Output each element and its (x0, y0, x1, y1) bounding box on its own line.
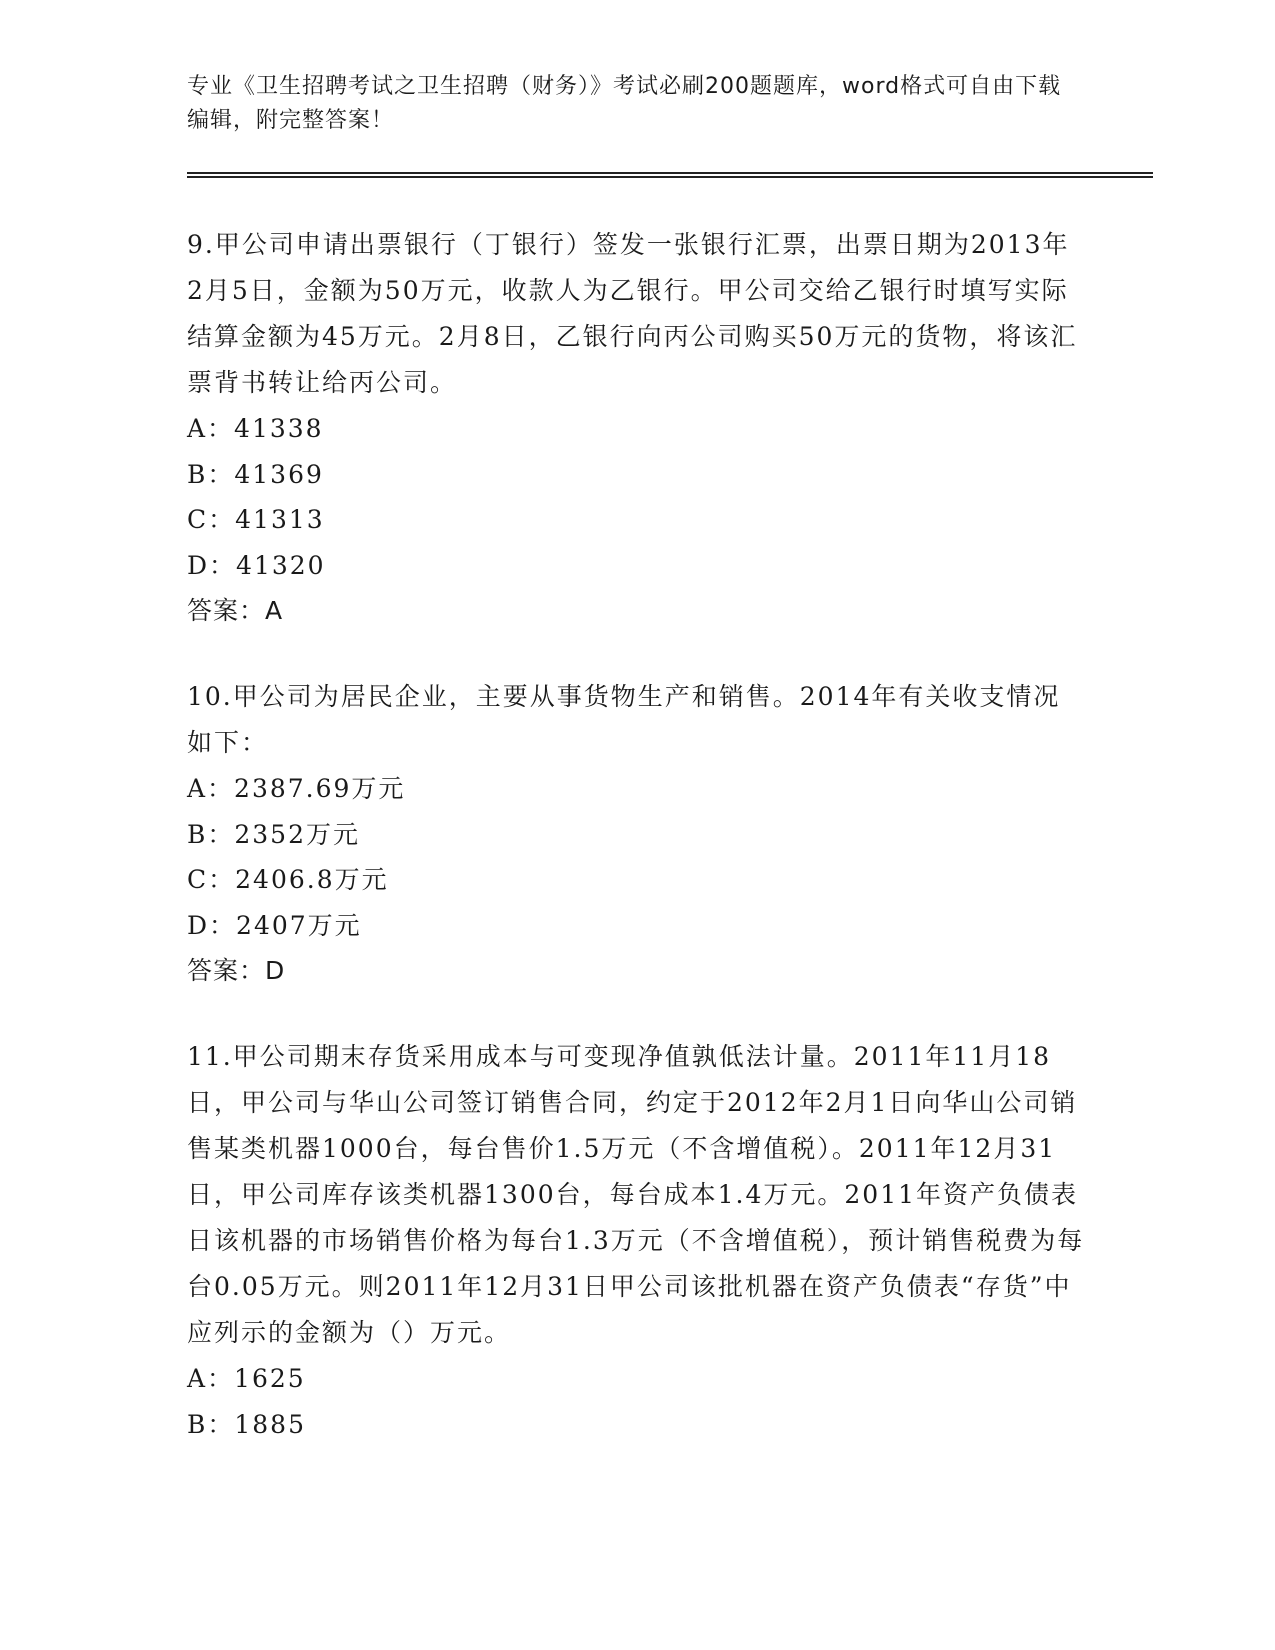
option-c: C：41313 (187, 505, 325, 534)
option-b: B：2352万元 (187, 819, 360, 849)
option-a: A：41338 (187, 414, 324, 443)
option-c: C：2406.8万元 (187, 865, 389, 894)
option-a: A：2387.69万元 (187, 774, 406, 803)
question-list (187, 222, 1157, 1447)
header-divider (187, 172, 1153, 178)
option-b: B：1885 (187, 1409, 306, 1439)
option-d: D：2407万元 (187, 910, 362, 940)
option-b: B：41369 (187, 459, 324, 489)
answer-line: 答案：D (187, 956, 286, 985)
question-11 (187, 1034, 1157, 1447)
option-a: A：1625 (187, 1364, 306, 1393)
question-9 (187, 222, 1157, 634)
document-header: 专业《卫生招聘考试之卫生招聘（财务）》考试必刷200题题库，word格式可自由下载编辑，附完整答案！ (187, 74, 1062, 133)
answer-line: 答案：A (187, 596, 284, 625)
question-stem: 11.甲公司期末存货采用成本与可变现净值孰低法计量。2011年11月18日，甲公司与华山公司签订销售合同，约定于2012年2月1日向华山公司销售某类机器1000台，每台售价1.5万元（不含增值税）。2011年12月31日，甲公司库存该类机器1300台，每台成本1.4万元。2011年资产负债表日该机器的市场销售价格为每台1.3万元（不含增值税），预计销售税费为每台0.05万元。则2011年12月31日甲公司该批机器在资产负债表“存货”中应列示的金额为（）万元。 (187, 1042, 1085, 1347)
document-page (187, 70, 1157, 1487)
question-10 (187, 674, 1157, 994)
option-d: D：41320 (187, 550, 326, 580)
question-stem: 10.甲公司为居民企业，主要从事货物生产和销售。2014年有关收支情况如下： (187, 682, 1061, 757)
question-stem: 9.甲公司申请出票银行（丁银行）签发一张银行汇票，出票日期为2013年2月5日，金额为50万元，收款人为乙银行。甲公司交给乙银行时填写实际结算金额为45万元。2月8日，乙银行向丙公司购买50万元的货物，将该汇票背书转让给丙公司。 (187, 230, 1078, 397)
